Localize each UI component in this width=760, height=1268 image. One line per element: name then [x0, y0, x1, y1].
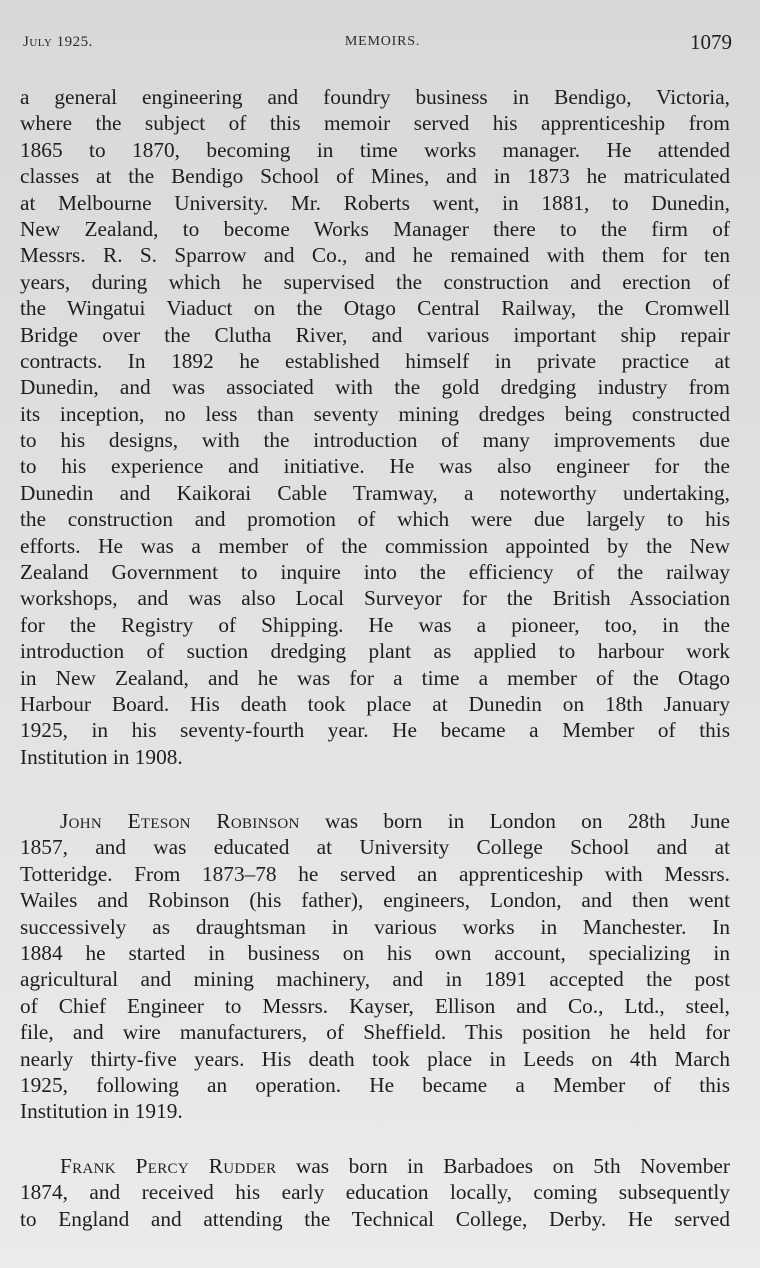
- text-line: Institution in 1919.: [20, 1099, 183, 1124]
- page-number: 1079: [690, 30, 732, 54]
- text-line: workshops, and was also Local Surveyor for the British Association: [20, 586, 730, 611]
- text-line: the construction and promotion of which were due largely to his: [20, 507, 730, 532]
- memoir-subject-name: Frank Percy Rudder: [60, 1154, 277, 1178]
- text-fragment: was born in London on 28th June: [324, 809, 730, 833]
- text-line: 1857, and was educated at University College School and at: [20, 835, 730, 860]
- text-line: Harbour Board. His death took place at Dunedin on 18th January: [20, 691, 730, 716]
- memoir-roberts-continued: [20, 84, 730, 770]
- memoir-first-line: [20, 808, 730, 834]
- memoir-john-eteson-robinson: [20, 808, 730, 1125]
- text-line: file, and wire manufacturers, of Sheffield. This position he held for: [20, 1020, 730, 1045]
- header-section-title: MEMOIRS.: [344, 34, 421, 49]
- text-line: nearly thirty-five years. His death took place in Leeds on 4th March: [20, 1046, 730, 1071]
- text-line: to his experience and initiative. He was also engineer for the: [20, 454, 730, 479]
- text-line: Wailes and Robinson (his father), engineers, London, and then went: [20, 888, 730, 913]
- text-line: Messrs. R. S. Sparrow and Co., and he remained with them for ten: [20, 243, 730, 268]
- text-line: Dunedin and Kaikorai Cable Tramway, a noteworthy undertaking,: [20, 480, 730, 505]
- text-line: introduction of suction dredging plant as applied to harbour work: [20, 639, 730, 664]
- text-line: Totteridge. From 1873–78 he served an apprenticeship with Messrs.: [20, 861, 730, 886]
- text-line: to England and attending the Technical College, Derby. He served: [20, 1206, 730, 1231]
- text-line: its inception, no less than seventy mining dredges being constructed: [20, 401, 730, 426]
- text-line: efforts. He was a member of the commission appointed by the New: [20, 533, 730, 558]
- header-date: July 1925.: [23, 34, 93, 50]
- text-line: Institution in 1908.: [20, 744, 183, 769]
- text-line: Bridge over the Clutha River, and various important ship repair: [20, 322, 730, 347]
- text-line: for the Registry of Shipping. He was a pioneer, too, in the: [20, 612, 730, 637]
- text-line: at Melbourne University. Mr. Roberts went, in 1881, to Dunedin,: [20, 190, 730, 215]
- text-line: where the subject of this memoir served his apprenticeship from: [20, 111, 730, 136]
- text-line: years, during which he supervised the construction and erection of: [20, 269, 730, 294]
- text-line: Zealand Government to inquire into the efficiency of the railway: [20, 560, 730, 585]
- text-line: of Chief Engineer to Messrs. Kayser, Ellison and Co., Ltd., steel,: [20, 993, 730, 1018]
- text-line: to his designs, with the introduction of many improvements due: [20, 428, 730, 453]
- text-line: 1865 to 1870, becoming in time works manager. He attended: [20, 137, 730, 162]
- text-fragment: was born in Barbadoes on 5th November: [295, 1154, 730, 1178]
- text-line: contracts. In 1892 he established himself in private practice at: [20, 348, 730, 373]
- text-line: successively as draughtsman in various works in Manchester. In: [20, 914, 730, 939]
- memoir-first-line: [20, 1153, 730, 1179]
- text-line: Dunedin, and was associated with the gold dredging industry from: [20, 375, 730, 400]
- text-line: classes at the Bendigo School of Mines, and in 1873 he matriculated: [20, 164, 730, 189]
- text-line: 1925, in his seventy-fourth year. He became a Member of this: [20, 718, 730, 743]
- text-line: agricultural and mining machinery, and in 1891 accepted the post: [20, 967, 730, 992]
- text-line: a general engineering and foundry business in Bendigo, Victoria,: [20, 85, 730, 109]
- text-line: in New Zealand, and he was for a time a member of the Otago: [20, 665, 730, 690]
- text-line: the Wingatui Viaduct on the Otago Central Railway, the Cromwell: [20, 296, 730, 321]
- text-line: 1874, and received his early education locally, coming subsequently: [20, 1180, 730, 1205]
- text-line: 1884 he started in business on his own account, specializing in: [20, 940, 730, 965]
- text-line: 1925, following an operation. He became a Member of this: [20, 1072, 730, 1097]
- memoir-frank-percy-rudder: [20, 1153, 730, 1232]
- text-line: New Zealand, to become Works Manager there to the firm of: [20, 216, 730, 241]
- memoir-subject-name: John Eteson Robinson: [60, 809, 300, 833]
- running-header: [23, 30, 732, 54]
